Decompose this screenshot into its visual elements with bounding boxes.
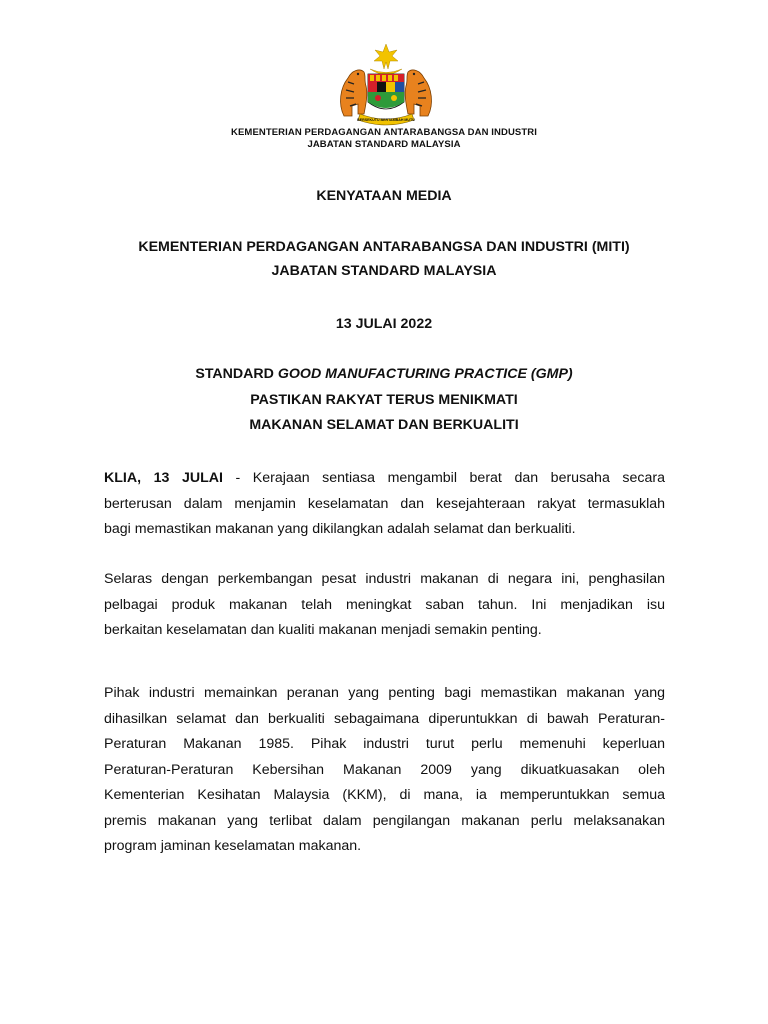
letterhead-ministry (0, 127, 768, 151)
paragraph-line: Pihak industri memainkan peranan yang penting bagi memastikan makanan yang (104, 685, 665, 701)
headline-line-3: MAKANAN SELAMAT DAN BERKUALITI (249, 417, 519, 433)
paragraph-line: program jaminan keselamatan makanan. (104, 838, 362, 854)
document-type-heading: KENYATAAN MEDIA (316, 188, 452, 204)
paragraph-2 (104, 567, 665, 644)
paragraph-line: berkaitan keselamatan dan kualiti makanan menjadi semakin penting. (104, 622, 542, 638)
paragraph-line: Kementerian Kesihatan Malaysia (KKM), di mana, ia memperuntukkan semua (104, 787, 665, 803)
dateline: KLIA, 13 JULAI (104, 470, 223, 486)
paragraph-line: Selaras dengan perkembangan pesat industri makanan di negara ini, penghasilan (104, 571, 665, 587)
issuer-department: JABATAN STANDARD MALAYSIA (271, 263, 497, 279)
headline-prefix: STANDARD (195, 366, 278, 382)
paragraph-text: - Kerajaan sentiasa mengambil berat dan berusaha secara (222, 470, 665, 486)
paragraph-line: pelbagai produk makanan telah meningkat saban tahun. Ini menjadikan isu (104, 596, 665, 613)
paragraph-line: premis makanan yang terlibat dalam pengilangan makanan perlu melaksanakan (104, 812, 665, 829)
motto-scroll (357, 114, 415, 125)
headline-line-1 (0, 362, 768, 388)
svg-text:BERSEKUTU BERTAMBAH MUTU: BERSEKUTU BERTAMBAH MUTU (357, 118, 415, 122)
headline (0, 362, 768, 439)
paragraph-line: berterusan dalam menjamin keselamatan dan kesejahteraan rakyat termasuklah (104, 495, 665, 512)
paragraph-line (104, 466, 665, 492)
headline-line-2: PASTIKAN RAKYAT TERUS MENIKMATI (250, 391, 518, 408)
left-tiger-icon (341, 70, 367, 116)
coat-of-arms-emblem (330, 42, 442, 126)
issuer-heading (0, 235, 768, 283)
paragraph-line: dihasilkan selamat dan berkualiti sebagaimana diperuntukkan di bawah Peraturan- (104, 710, 665, 727)
letterhead-ministry-name: KEMENTERIAN PERDAGANGAN ANTARABANGSA DAN INDUSTRI (231, 127, 537, 138)
release-date: 13 JULAI 2022 (335, 316, 433, 332)
paragraph-line: bagi memastikan makanan yang dikilangkan adalah selamat dan berkualiti. (104, 521, 576, 537)
federal-star-icon (374, 44, 398, 69)
letterhead-department-name: JABATAN STANDARD MALAYSIA (307, 139, 461, 150)
issuer-ministry: KEMENTERIAN PERDAGANGAN ANTARABANGSA DAN INDUSTRI (MITI) (138, 239, 630, 255)
paragraph-line: Peraturan Makanan 1985. Pihak industri turut perlu memenuhi keperluan (104, 736, 665, 752)
right-tiger-icon (405, 70, 431, 116)
paragraph-line: Peraturan-Peraturan Kebersihan Makanan 2009 yang dikuatkuasakan oleh (104, 761, 665, 778)
shield-icon (368, 74, 404, 109)
headline-italic: GOOD MANUFACTURING PRACTICE (GMP) (277, 366, 573, 382)
paragraph-3 (104, 681, 665, 860)
paragraph-1 (104, 466, 665, 543)
